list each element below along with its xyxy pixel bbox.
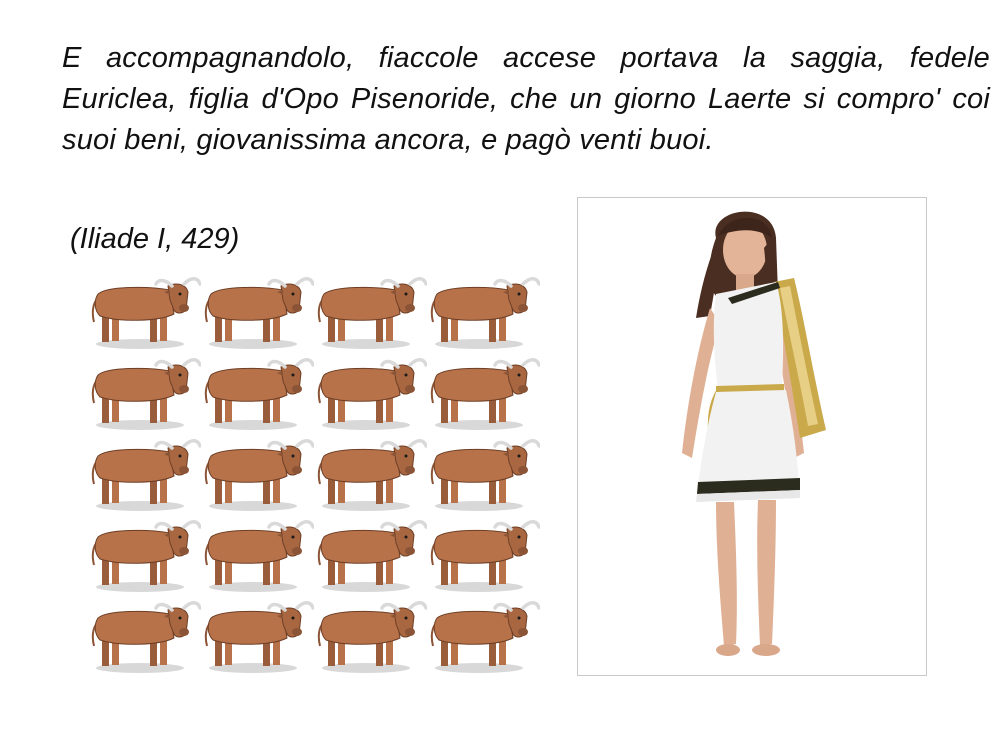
ox-icon (427, 594, 540, 675)
quote-text: E accompagnandolo, fiaccole accese portava la saggia, fedele Euriclea, figlia d'Opo Pisenoride, che un giorno Laerte si compro' coi suoi beni, giovanissima ancora, e pagò venti buoi. (62, 42, 990, 156)
ox-icon (314, 513, 427, 594)
ox-icon (314, 270, 427, 351)
girl-costume-photo (578, 198, 926, 675)
photo-frame (577, 197, 927, 676)
ox-icon (201, 513, 314, 594)
ox-icon (88, 432, 201, 513)
ox-icon (427, 351, 540, 432)
ox-icon (201, 270, 314, 351)
ox-icon (88, 351, 201, 432)
ox-icon (88, 513, 201, 594)
ox-icon (201, 432, 314, 513)
citation: (Iliade I, 429) (70, 223, 240, 255)
ox-icon (314, 594, 427, 675)
ox-icon (88, 270, 201, 351)
ox-icon (427, 432, 540, 513)
ox-icon (201, 351, 314, 432)
ox-icon (88, 594, 201, 675)
ox-icon (314, 351, 427, 432)
ox-icon (427, 270, 540, 351)
ox-icon (314, 432, 427, 513)
ox-icon (427, 513, 540, 594)
ox-icon (201, 594, 314, 675)
oxen-grid (88, 270, 548, 680)
